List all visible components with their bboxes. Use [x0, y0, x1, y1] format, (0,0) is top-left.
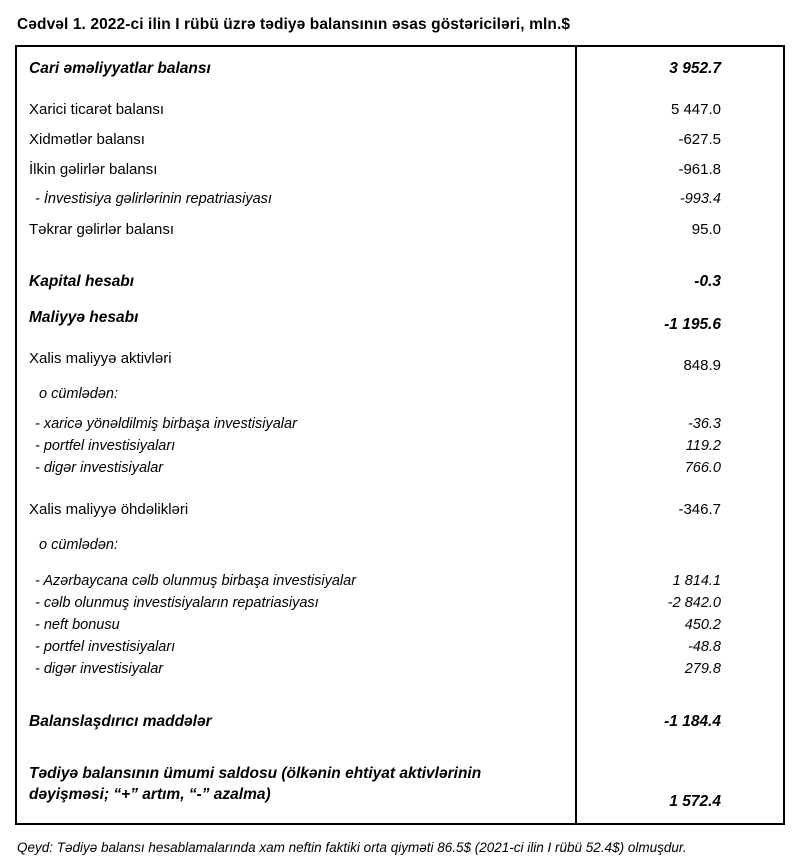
- row-label: Xidmətlər balansı: [29, 131, 145, 148]
- table-row: [17, 571, 783, 592]
- row-value: -993.4: [679, 191, 721, 207]
- page-title: Cədvəl 1. 2022-ci ilin I rübü üzrə tədiyə balansının əsas göstəriciləri, mln.$: [17, 16, 571, 33]
- table-row: [17, 414, 783, 435]
- table-row: [17, 384, 783, 405]
- row-label: Xalis maliyyə aktivləri: [29, 350, 172, 367]
- row-value: 119.2: [685, 438, 721, 454]
- balance-table: [15, 45, 785, 825]
- row-value: 95.0: [691, 221, 721, 238]
- row-label: Cari əməliyyatlar balansı: [29, 60, 211, 77]
- row-label: - portfel investisiyaları: [35, 639, 176, 655]
- row-value: -627.5: [678, 131, 721, 148]
- row-label: İlkin gəlirlər balansı: [29, 161, 158, 178]
- table-row: [17, 711, 783, 732]
- row-value: -346.7: [678, 501, 721, 518]
- row-label: - Azərbaycana cəlb olunmuş birbaşa investisiyalar: [35, 573, 357, 589]
- row-value: -2 842.0: [667, 595, 721, 611]
- row-label: Xarici ticarət balansı: [29, 101, 165, 118]
- row-value: 1 572.4: [669, 793, 721, 810]
- row-value: 450.2: [684, 617, 721, 633]
- row-value: -1 195.6: [664, 316, 721, 333]
- row-value: -961.8: [678, 161, 721, 178]
- row-value: -0.3: [694, 273, 721, 290]
- row-label: - digər investisiyalar: [35, 661, 164, 677]
- table-row: [17, 348, 783, 374]
- row-label: Tədiyə balansının ümumi saldosu (ölkənin ehtiyat aktivlərinin dəyişməsi; “+” artım, “-” azalma): [29, 765, 482, 803]
- table-row: [17, 499, 783, 520]
- row-label: - neft bonusu: [35, 617, 120, 633]
- row-label: o cümlədən:: [39, 537, 118, 553]
- row-value: 3 952.7: [669, 60, 721, 77]
- row-label: Kapital hesabı: [29, 273, 135, 290]
- row-value: -1 184.4: [664, 713, 721, 730]
- row-label: - İnvestisiya gəlirlərinin repatriasiyası: [35, 191, 272, 207]
- column-divider: [575, 47, 577, 823]
- table-row: [17, 58, 783, 79]
- row-value: 766.0: [684, 460, 721, 476]
- table-row: [17, 763, 783, 810]
- row-value: 1 814.1: [672, 573, 721, 589]
- table-row: [17, 271, 783, 292]
- row-value: 5 447.0: [670, 101, 721, 118]
- table-row: [17, 307, 783, 333]
- balance-table-body: [17, 58, 783, 810]
- row-label: - digər investisiyalar: [35, 460, 164, 476]
- row-value: -48.8: [687, 639, 721, 655]
- row-label: Balanslaşdırıcı maddələr: [29, 713, 212, 730]
- table-row: [17, 458, 783, 479]
- table-row: [17, 535, 783, 556]
- table-row: [17, 637, 783, 658]
- table-row: [17, 436, 783, 457]
- row-label: Maliyyə hesabı: [29, 309, 139, 326]
- row-value: 279.8: [684, 661, 721, 677]
- table-row: [17, 99, 783, 120]
- row-label: - xaricə yönəldilmiş birbaşa investisiyalar: [35, 416, 297, 432]
- table-row: [17, 659, 783, 680]
- row-label: o cümlədən:: [39, 386, 118, 402]
- row-label: - portfel investisiyaları: [35, 438, 176, 454]
- table-row: [17, 593, 783, 614]
- table-row: [17, 219, 783, 240]
- row-label: - cəlb olunmuş investisiyaların repatriasiyası: [35, 595, 319, 611]
- table-row: [17, 189, 783, 210]
- row-label: Təkrar gəlirlər balansı: [29, 221, 175, 238]
- row-value: 848.9: [683, 357, 721, 374]
- table-row: [17, 129, 783, 150]
- table-row: [17, 615, 783, 636]
- footnote: Qeyd: Tədiyə balansı hesablamalarında xam neftin faktiki orta qiyməti 86.5$ (2021-ci ilin I rübü 52.4$) olmuşdur.: [17, 840, 687, 855]
- row-value: -36.3: [687, 416, 721, 432]
- table-row: [17, 159, 783, 180]
- row-label: Xalis maliyyə öhdəlikləri: [29, 501, 189, 518]
